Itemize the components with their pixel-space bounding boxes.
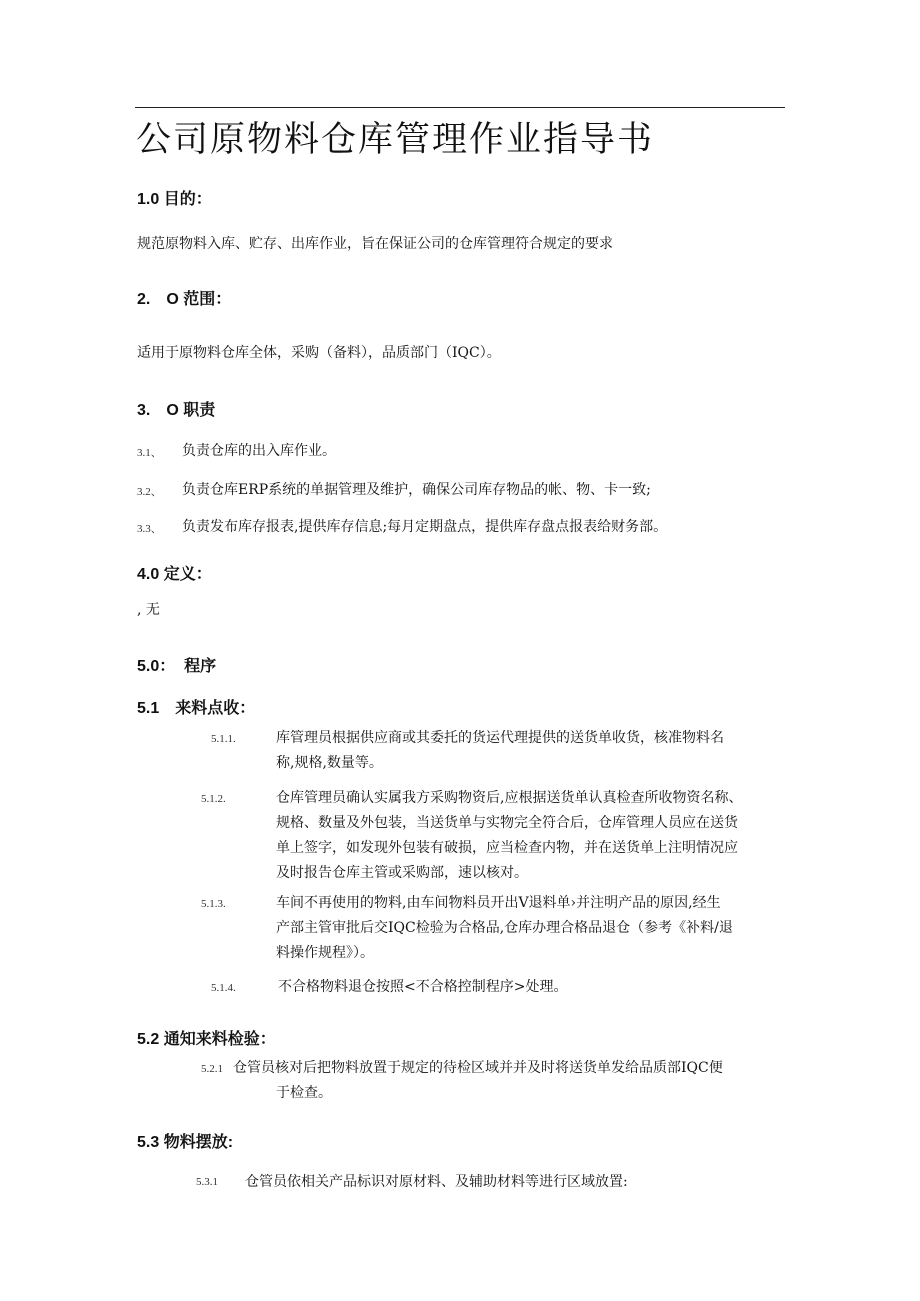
duty-number: 3.2、 [137,486,162,498]
duty-number: 3.1、 [137,447,162,459]
section-5-1-heading: 5.1 来料点收： [137,700,256,717]
section-definition-text: , 无 [137,602,160,618]
section-purpose-text: 规范原物料入库、贮存、出库作业，旨在保证公司的仓库管理符合规定的要求 [137,236,613,252]
item-line: 仓库管理员确认实属我方采购物资后,应根据送货单认真检查所收物资名称、 [276,790,743,806]
item-number: 5.1.1. [211,733,236,745]
item-line: 料操作规程》）。 [276,945,374,961]
duty-text: 负责仓库ERP系统的单据管理及维护，确保公司库存物品的帐、物、卡一致; [182,482,651,498]
item-line: 仓管员核对后把物料放置于规定的待检区域并并及时将送货单发给品质部IQC便 [233,1060,723,1076]
item-line: 库管理员根据供应商或其委托的货运代理提供的送货单收货，核准物料名 [276,730,724,746]
item-text [276,891,733,966]
item-line: 产部主管审批后交IQC检验为合格品,仓库办理合格品退仓（参考《补料/退 [276,920,733,936]
item-text [276,726,724,776]
item-number: 5.1.3. [201,898,226,910]
section-scope-text: 适用于原物料仓库全体，采购（备料），品质部门（IQC）。 [137,345,501,361]
item-line: 规格、数量及外包装，当送货单与实物完全符合后，仓库管理人员应在送货 [276,815,738,831]
item-line: 车间不再使用的物料,由车间物料员开出V退料单›并注明产品的原因,经生 [276,895,721,911]
section-5-2-heading: 5.2 通知来料检验： [137,1031,276,1048]
section-purpose-heading: 1.0 目的： [137,191,212,208]
item-text [276,786,742,886]
section-5-3-heading: 5.3 物料摆放: [137,1134,234,1151]
item-line: 不合格物料退仓按照<不合格控制程序>处理。 [278,979,568,995]
item-number: 5.1.4. [211,982,236,994]
section-duties-heading: 3. O 职责 [137,402,216,419]
section-procedure-heading: 5.0： 程序 [137,658,217,675]
item-line: 称,规格,数量等。 [276,755,383,771]
duty-text: 负责发布库存报表,提供库存信息;每月定期盘点，提供库存盘点报表给财务部。 [182,519,668,535]
header-rule [135,107,785,108]
item-text: 仓管员依相关产品标识对原材料、及辅助材料等进行区域放置: [245,1174,628,1190]
item-text [233,1056,723,1106]
item-number: 5.3.1 [196,1176,218,1188]
duty-text: 负责仓库的出入库作业。 [182,443,336,459]
item-text [278,975,567,1000]
item-line: 单上签字，如发现外包装有破损，应当检查内物，并在送货单上注明情况应 [276,840,738,856]
duty-number: 3.3、 [137,523,162,535]
document-title: 公司原物料仓库管理作业指导书 [136,120,655,160]
section-scope-heading: 2. O 范围： [137,291,232,308]
section-definition-heading: 4.0 定义： [137,566,212,583]
item-number: 5.2.1 [201,1063,223,1075]
item-number: 5.1.2. [201,793,226,805]
item-line: 于检查。 [276,1085,332,1101]
item-line: 及时报告仓库主管或采购部，速以核对。 [276,865,528,881]
